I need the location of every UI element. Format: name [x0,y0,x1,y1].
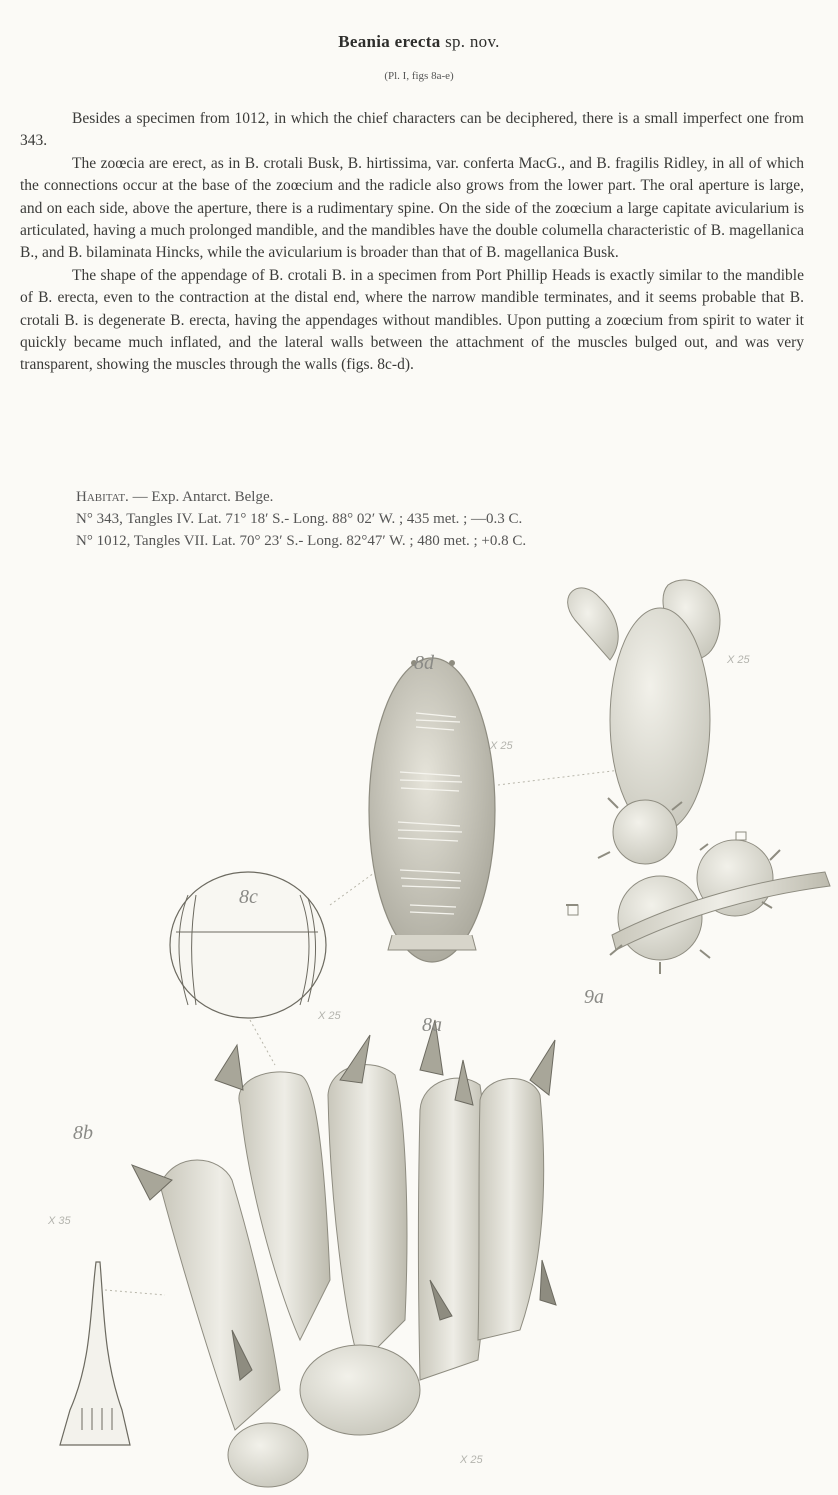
station-343: N° 343, Tangles IV. Lat. 71° 18′ S.- Long. 88° 02′ W. ; 435 met. ; —0.3 C. [76,511,523,527]
habitat-heading: Habitat. [76,489,129,505]
station-1012: N° 1012, Tangles VII. Lat. 70° 23′ S.- Long. 82°47′ W. ; 480 met. ; +0.8 C. [76,533,527,549]
scale-label-9a: X 25 [727,654,750,666]
figure-label-8d: 8d [414,652,434,674]
paragraph-1: Besides a specimen from 1012, in which the chief characters can be deciphered, there is a small imperfect one from 343. [20,110,804,150]
plate-illustration [0,560,838,1490]
figure-8a-colony [132,1020,556,1487]
habitat-section [76,486,796,552]
page-title [0,32,838,52]
figure-8b-mandible [60,1262,130,1445]
leader-line [498,770,620,785]
leader-line [105,1290,165,1295]
scale-label-8d: X 25 [490,740,513,752]
figure-label-8a: 8a [422,1014,442,1036]
figure-label-9a: 9a [584,986,604,1008]
scale-label-8a: X 25 [460,1454,483,1466]
plate-figure [0,560,838,1490]
figure-label-8c: 8c [239,886,258,908]
scale-label-8c: X 25 [318,1010,341,1022]
figure-9a-colony [566,580,830,974]
figure-8d-zooecium [369,658,495,962]
scale-label-8b: X 35 [48,1215,71,1227]
habitat-line [76,486,796,508]
body-text [20,108,804,377]
paragraph-3: The shape of the appendage of B. crotali B. in a specimen from Port Phillip Heads is exactly similar to the mandible of B. erecta, even to the contraction at the distal end, where the narrow mandible terminates, and it seems probable that B. crotali B. is degenerate B. erecta, having the appendages without mandibles. Upon putting a zoœcium from spirit to water it quickly became much inflated, and the lateral walls between the attachment of the muscles bulged out, and was very transparent, showing the muscles through the walls (figs. 8c-d). [20,266,804,374]
figure-label-8b: 8b [73,1122,93,1144]
plate-reference: (Pl. I, figs 8a-e) [384,70,454,82]
paragraph-2: The zoœcia are erect, as in B. crotali Busk, B. hirtissima, var. conferta MacG., and B. fragilis Ridley, in all of which the connections occur at the base of the zoœcium and the radicle also grows from the lower part. The oral aperture is large, and on each side, above the aperture, there is a rudimentary spine. On the side of the zoœcium a large capitate avicularium is articulated, having a much prolonged mandible, and the mandibles have the double columella characteristic of B. magellanica B., and B. bilaminata Hincks, while the avicularium is broader than that of B. magellanica Busk. [20,154,804,262]
leader-line [250,1020,275,1065]
species-suffix: sp. nov. [445,32,500,51]
species-name: Beania erecta [338,32,441,51]
habitat-text: — Exp. Antarct. Belge. [132,489,274,505]
